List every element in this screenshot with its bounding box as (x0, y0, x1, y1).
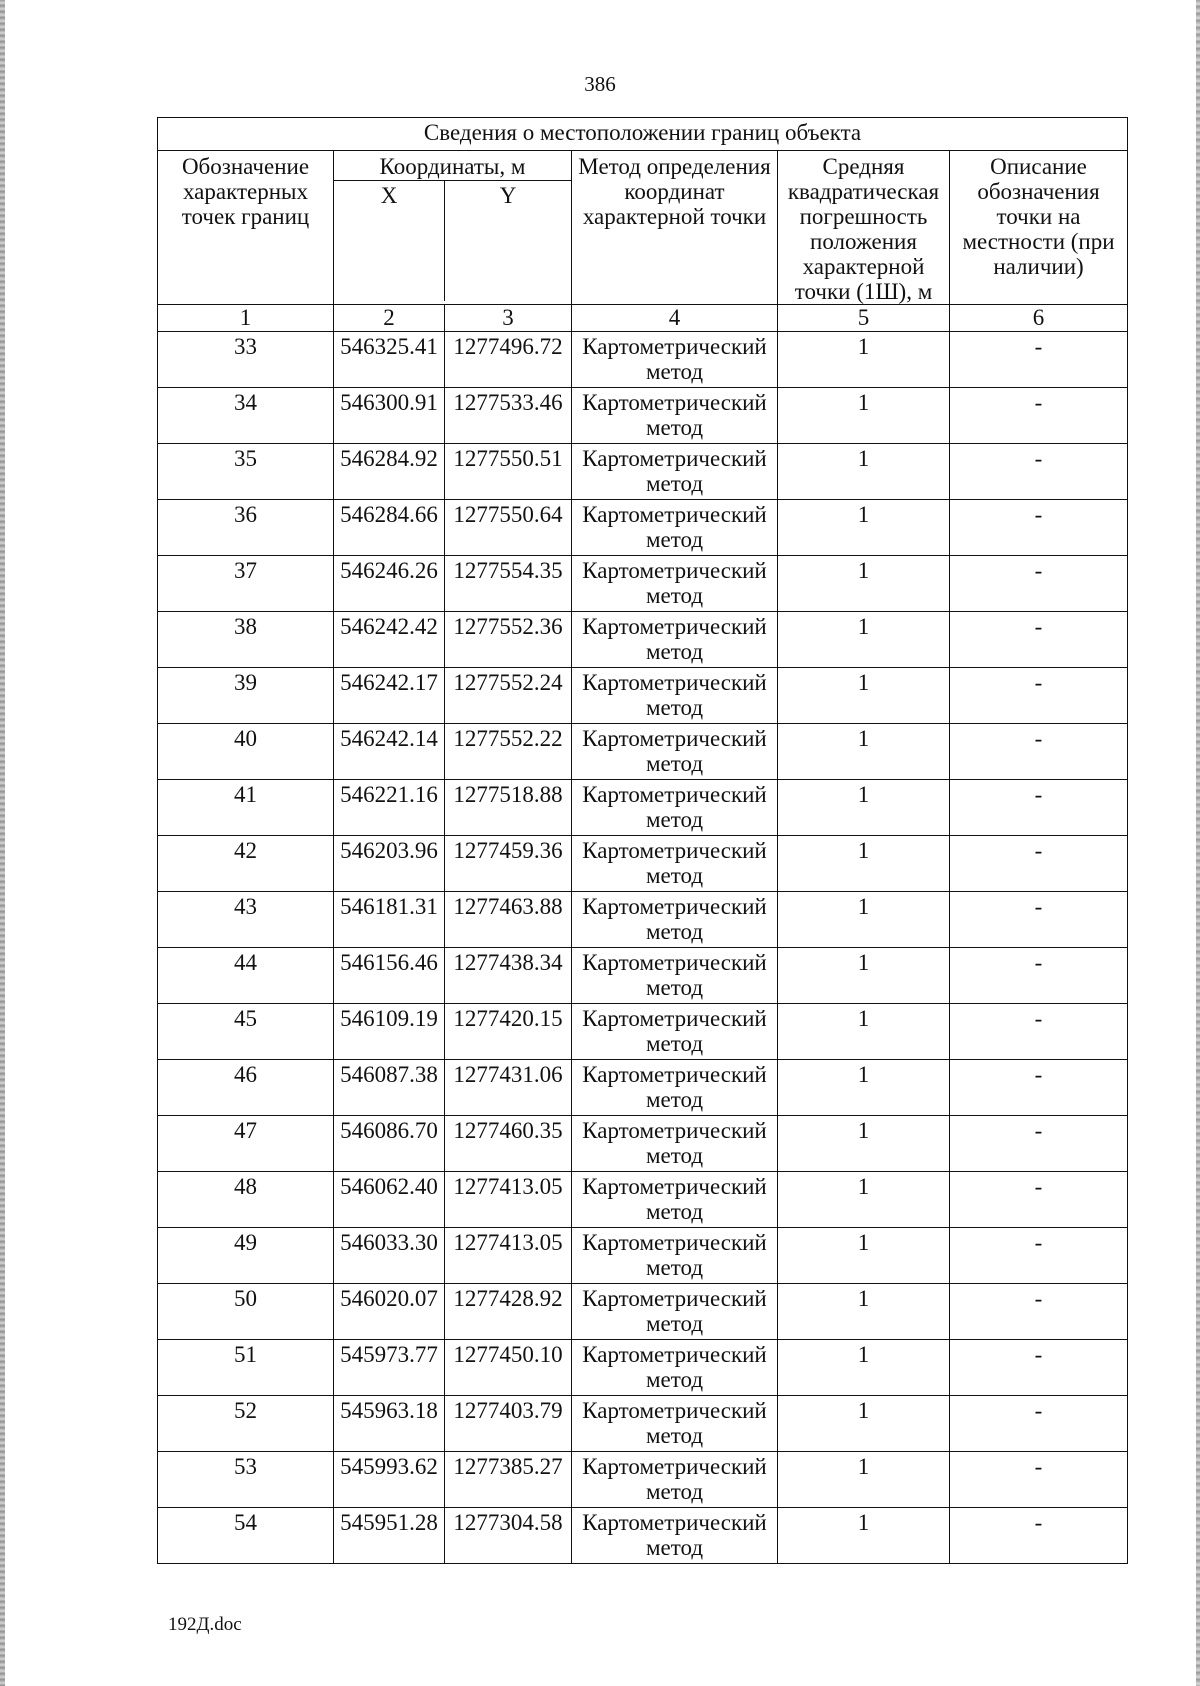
cell-method: Картометрический метод (572, 612, 778, 668)
cell-y: 1277550.64 (445, 500, 572, 556)
column-number-row (158, 305, 1128, 332)
cell-point: 50 (158, 1284, 334, 1340)
cell-y: 1277304.58 (445, 1508, 572, 1564)
cell-error: 1 (778, 836, 950, 892)
cell-y: 1277550.51 (445, 444, 572, 500)
cell-method: Картометрический метод (572, 1116, 778, 1172)
cell-x: 546325.41 (334, 332, 445, 388)
cell-method: Картометрический метод (572, 1284, 778, 1340)
table-row (158, 556, 1128, 612)
cell-x: 546284.66 (334, 500, 445, 556)
cell-method: Картометрический метод (572, 1396, 778, 1452)
cell-point: 51 (158, 1340, 334, 1396)
cell-description: - (950, 1452, 1128, 1508)
table-row (158, 892, 1128, 948)
table-row (158, 780, 1128, 836)
cell-method: Картометрический метод (572, 444, 778, 500)
cell-x: 546284.92 (334, 444, 445, 500)
cell-x: 546242.14 (334, 724, 445, 780)
cell-point: 48 (158, 1172, 334, 1228)
cell-error: 1 (778, 612, 950, 668)
cell-description: - (950, 1172, 1128, 1228)
cell-point: 35 (158, 444, 334, 500)
cell-error: 1 (778, 668, 950, 724)
cell-x: 545973.77 (334, 1340, 445, 1396)
cell-method: Картометрический метод (572, 668, 778, 724)
cell-description: - (950, 388, 1128, 444)
cell-point: 41 (158, 780, 334, 836)
cell-method: Картометрический метод (572, 1172, 778, 1228)
column-number: 3 (445, 305, 572, 332)
cell-x: 546242.42 (334, 612, 445, 668)
cell-description: - (950, 1228, 1128, 1284)
cell-point: 40 (158, 724, 334, 780)
table-row (158, 1396, 1128, 1452)
cell-y: 1277552.22 (445, 724, 572, 780)
cell-description: - (950, 948, 1128, 1004)
cell-error: 1 (778, 1284, 950, 1340)
cell-method: Картометрический метод (572, 556, 778, 612)
table-row (158, 1060, 1128, 1116)
cell-y: 1277385.27 (445, 1452, 572, 1508)
cell-error: 1 (778, 1228, 950, 1284)
cell-error: 1 (778, 1452, 950, 1508)
cell-method: Картометрический метод (572, 780, 778, 836)
cell-x: 546246.26 (334, 556, 445, 612)
cell-error: 1 (778, 1508, 950, 1564)
cell-x: 546062.40 (334, 1172, 445, 1228)
table-row (158, 724, 1128, 780)
cell-error: 1 (778, 724, 950, 780)
cell-method: Картометрический метод (572, 724, 778, 780)
cell-error: 1 (778, 388, 950, 444)
cell-point: 34 (158, 388, 334, 444)
cell-x: 546087.38 (334, 1060, 445, 1116)
cell-error: 1 (778, 1172, 950, 1228)
cell-error: 1 (778, 332, 950, 388)
table-row (158, 388, 1128, 444)
cell-description: - (950, 1116, 1128, 1172)
cell-x: 546086.70 (334, 1116, 445, 1172)
cell-method: Картометрический метод (572, 1004, 778, 1060)
cell-y: 1277428.92 (445, 1284, 572, 1340)
cell-y: 1277554.35 (445, 556, 572, 612)
cell-point: 49 (158, 1228, 334, 1284)
cell-point: 39 (158, 668, 334, 724)
cell-description: - (950, 892, 1128, 948)
cell-y: 1277459.36 (445, 836, 572, 892)
cell-point: 37 (158, 556, 334, 612)
table-row (158, 836, 1128, 892)
cell-error: 1 (778, 444, 950, 500)
header-description: Описание обозначения точки на местности (при наличии) (950, 151, 1128, 305)
cell-x: 546242.17 (334, 668, 445, 724)
cell-description: - (950, 500, 1128, 556)
cell-description: - (950, 1508, 1128, 1564)
cell-point: 52 (158, 1396, 334, 1452)
table-row (158, 444, 1128, 500)
cell-y: 1277496.72 (445, 332, 572, 388)
cell-method: Картометрический метод (572, 332, 778, 388)
cell-point: 47 (158, 1116, 334, 1172)
table-row (158, 612, 1128, 668)
header-designation: Обозначение характерных точек границ (158, 151, 334, 305)
scan-left-edge (0, 0, 5, 1686)
cell-y: 1277413.05 (445, 1172, 572, 1228)
cell-description: - (950, 1284, 1128, 1340)
cell-description: - (950, 332, 1128, 388)
cell-point: 45 (158, 1004, 334, 1060)
header-method: Метод определения координат характерной точки (572, 151, 778, 305)
header-coordinates: Координаты, м (334, 151, 571, 181)
cell-point: 33 (158, 332, 334, 388)
cell-point: 53 (158, 1452, 334, 1508)
cell-error: 1 (778, 948, 950, 1004)
table-row (158, 1228, 1128, 1284)
cell-point: 42 (158, 836, 334, 892)
table-row (158, 1116, 1128, 1172)
table-row (158, 332, 1128, 388)
cell-y: 1277460.35 (445, 1116, 572, 1172)
cell-method: Картометрический метод (572, 1060, 778, 1116)
cell-method: Картометрический метод (572, 1340, 778, 1396)
cell-y: 1277552.36 (445, 612, 572, 668)
cell-x: 545951.28 (334, 1508, 445, 1564)
cell-point: 54 (158, 1508, 334, 1564)
column-number: 6 (950, 305, 1128, 332)
cell-error: 1 (778, 556, 950, 612)
cell-y: 1277403.79 (445, 1396, 572, 1452)
table-row (158, 1004, 1128, 1060)
page-number: 386 (584, 72, 616, 96)
cell-method: Картометрический метод (572, 1508, 778, 1564)
cell-y: 1277438.34 (445, 948, 572, 1004)
cell-description: - (950, 556, 1128, 612)
cell-method: Картометрический метод (572, 836, 778, 892)
table-row (158, 668, 1128, 724)
cell-y: 1277518.88 (445, 780, 572, 836)
column-number: 4 (572, 305, 778, 332)
cell-x: 546300.91 (334, 388, 445, 444)
cell-x: 545993.62 (334, 1452, 445, 1508)
cell-y: 1277413.05 (445, 1228, 572, 1284)
cell-error: 1 (778, 1396, 950, 1452)
cell-y: 1277552.24 (445, 668, 572, 724)
cell-method: Картометрический метод (572, 500, 778, 556)
cell-y: 1277420.15 (445, 1004, 572, 1060)
cell-x: 546033.30 (334, 1228, 445, 1284)
table-row (158, 948, 1128, 1004)
table-row (158, 500, 1128, 556)
cell-error: 1 (778, 780, 950, 836)
cell-x: 546221.16 (334, 780, 445, 836)
cell-error: 1 (778, 892, 950, 948)
table-row (158, 1284, 1128, 1340)
scan-right-edge (1196, 0, 1200, 1686)
header-coordinates-group (334, 151, 572, 305)
header-error: Средняя квадратическая погрешность положения характерной точки (1Ш), м (778, 151, 950, 305)
table-title-row (158, 118, 1128, 151)
header-x: X (334, 181, 445, 301)
cell-description: - (950, 836, 1128, 892)
cell-description: - (950, 1340, 1128, 1396)
boundary-table (157, 117, 1128, 1564)
cell-y: 1277450.10 (445, 1340, 572, 1396)
cell-x: 546020.07 (334, 1284, 445, 1340)
cell-y: 1277533.46 (445, 388, 572, 444)
column-number: 5 (778, 305, 950, 332)
cell-y: 1277463.88 (445, 892, 572, 948)
cell-error: 1 (778, 500, 950, 556)
cell-description: - (950, 444, 1128, 500)
cell-point: 46 (158, 1060, 334, 1116)
cell-method: Картометрический метод (572, 388, 778, 444)
cell-point: 38 (158, 612, 334, 668)
column-number: 1 (158, 305, 334, 332)
cell-point: 44 (158, 948, 334, 1004)
cell-method: Картометрический метод (572, 948, 778, 1004)
cell-description: - (950, 668, 1128, 724)
cell-x: 546156.46 (334, 948, 445, 1004)
cell-y: 1277431.06 (445, 1060, 572, 1116)
cell-description: - (950, 612, 1128, 668)
cell-error: 1 (778, 1340, 950, 1396)
footer-file-name: 192Д.doc (168, 1614, 242, 1635)
cell-error: 1 (778, 1060, 950, 1116)
header-y: Y (499, 183, 517, 208)
table-row (158, 1340, 1128, 1396)
cell-x: 546109.19 (334, 1004, 445, 1060)
table-header-row (158, 151, 1128, 305)
table-row (158, 1452, 1128, 1508)
cell-method: Картометрический метод (572, 1452, 778, 1508)
table-row (158, 1172, 1128, 1228)
cell-x: 546181.31 (334, 892, 445, 948)
cell-error: 1 (778, 1004, 950, 1060)
cell-method: Картометрический метод (572, 1228, 778, 1284)
column-number: 2 (334, 305, 445, 332)
cell-x: 546203.96 (334, 836, 445, 892)
table-title: Сведения о местоположении границ объекта (158, 118, 1128, 151)
cell-point: 36 (158, 500, 334, 556)
cell-description: - (950, 1004, 1128, 1060)
table-row (158, 1508, 1128, 1564)
cell-error: 1 (778, 1116, 950, 1172)
cell-description: - (950, 724, 1128, 780)
cell-x: 545963.18 (334, 1396, 445, 1452)
cell-description: - (950, 1060, 1128, 1116)
cell-description: - (950, 780, 1128, 836)
cell-point: 43 (158, 892, 334, 948)
cell-description: - (950, 1396, 1128, 1452)
cell-method: Картометрический метод (572, 892, 778, 948)
